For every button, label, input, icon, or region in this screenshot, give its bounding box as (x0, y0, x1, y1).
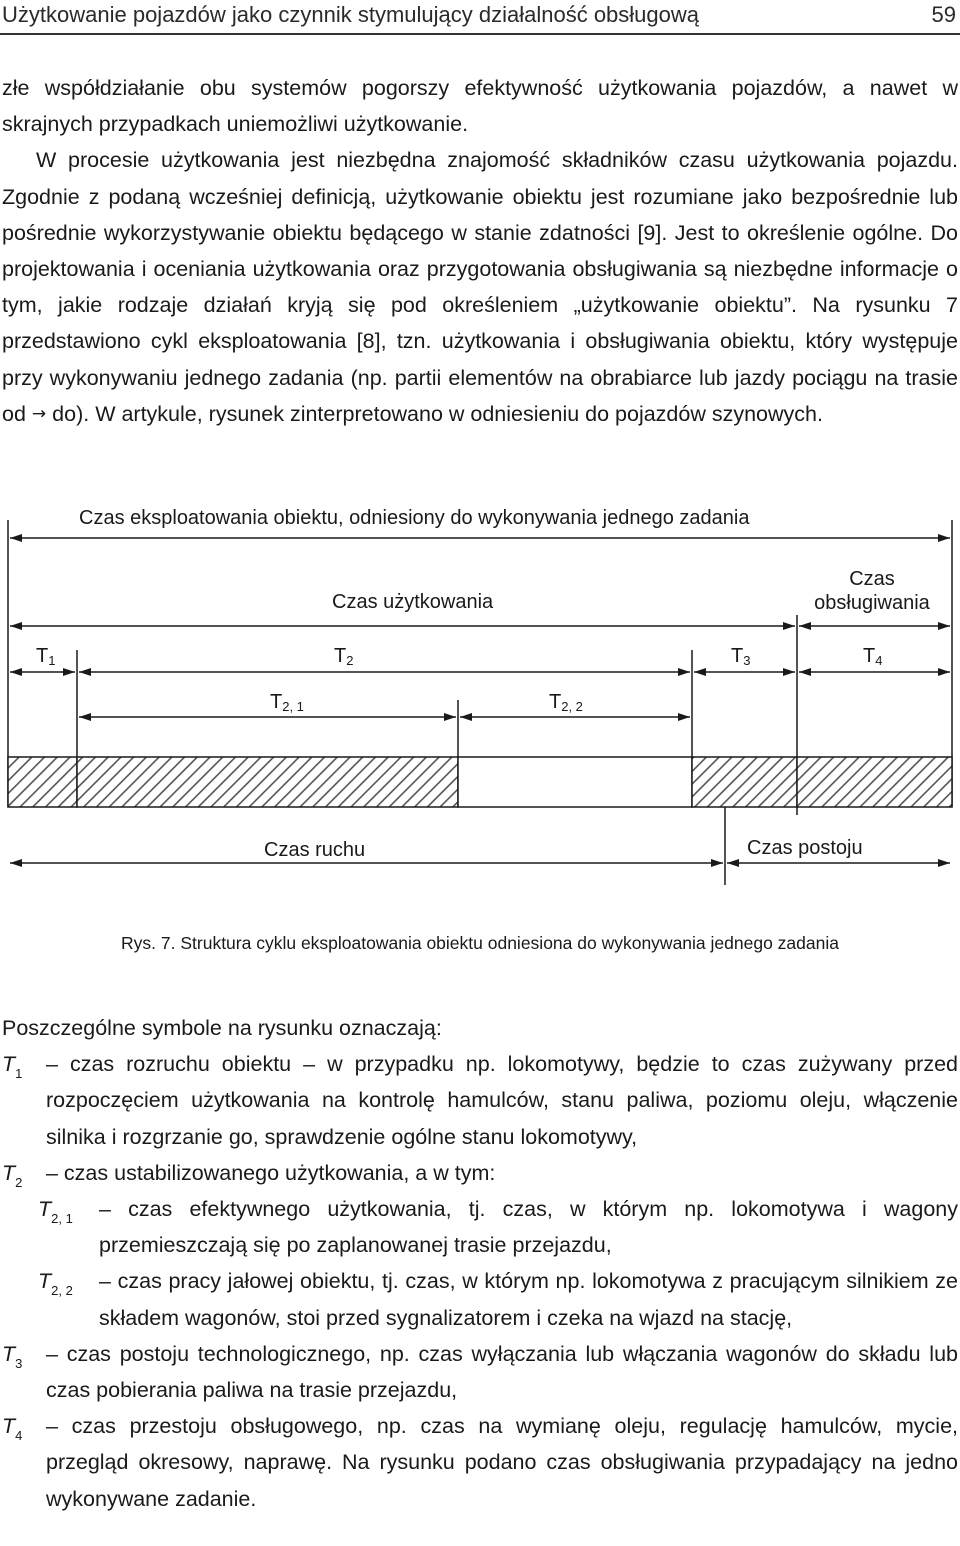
legend-item-t1 (2, 1046, 958, 1155)
use-time-label: Czas użytkowania (332, 591, 494, 613)
t2-label (334, 645, 353, 668)
t22-subscript: 2, 2 (561, 699, 583, 714)
paragraph-1: złe współdziałanie obu systemów pogorszy efektywność użytkowania pojazdów, a nawet w skrajnych przypadkach uniemożliwi użytkowanie. (2, 76, 958, 137)
bar-t21 (77, 757, 458, 807)
bar-t3 (692, 757, 797, 807)
service-time-label-line1: Czas (849, 568, 895, 590)
page-header (0, 0, 960, 34)
t21-label (270, 691, 304, 714)
legend-text: – czas ustabilizowanego użytkowania, a w tym: (46, 1160, 496, 1185)
header-rule (0, 33, 960, 35)
right-arrow-icon: → (31, 403, 47, 424)
page-number: 59 (931, 2, 956, 27)
legend-intro: Poszczególne symbole na rysunku oznaczają: (2, 1016, 442, 1040)
figure-caption: Rys. 7. Struktura cyklu eksploatowania obiektu odniesiona do wykonywania jednego zadania (121, 933, 839, 953)
running-title: Użytkowanie pojazdów jako czynnik stymulujący działalność obsługową (2, 2, 700, 27)
legend-text: – czas przestoju obsługowego, np. czas na wymianę oleju, regulację hamulców, mycie, przegląd okresowy, naprawę. Na rysunku podano czas obsługiwania przypadający na jedno wykonywane zadanie. (46, 1414, 958, 1511)
t21-subscript: 2, 1 (282, 699, 304, 714)
service-time-label (801, 567, 943, 615)
legend-text: – czas rozruchu obiektu – w przypadku np. lokomotywy, będzie to czas zużywany przed rozpoczęciem użytkowania na kontrolę hamulców, stanu paliwa, poziomu oleju, włączenie silnika i rozgrzanie go, sprawdzenie ogólne stanu lokomotywy, (46, 1052, 958, 1149)
legend-item-t2 (2, 1155, 958, 1191)
bar-t1 (8, 757, 77, 807)
legend-text: – czas efektywnego użytkowania, tj. czas, w którym np. lokomotywa i wagony przemieszczają się po zaplanowanej trasie przejazdu, (99, 1197, 958, 1258)
t22-symbol: T (549, 691, 562, 713)
t1-label (36, 645, 55, 668)
legend-item-t21 (2, 1191, 958, 1263)
bar-t22 (458, 757, 692, 807)
paragraph-2-end: do). W artykule, rysunek zinterpretowano w odniesieniu do pojazdów szynowych. (52, 401, 823, 426)
t4-symbol: T (863, 645, 876, 667)
legend-symbol: $T_{2, 2}$ (38, 1269, 73, 1299)
legend-text: – czas pracy jałowej obiektu, tj. czas, w którym np. lokomotywa z pracującym silnikiem ze składem wagonów, stoi przed sygnalizatorem i czeka na wjazd na stację, (99, 1269, 958, 1330)
legend-symbol: $T_2$ (2, 1160, 23, 1190)
paragraph-2-text: W procesie użytkowania jest niezbędna znajomość składników czasu użytkowania pojazdu. Zgodnie z podaną wcześniej definicją, użytkowanie obiektu jest rozumiane jako bezpośrednie lub pośrednie wykorzystywanie obiektu będącego w stanie zdatności [9]. Jest to określenie ogólne. Do projektowania i oceniania użytkowania oraz przygotowania obsługiwania są niezbędne informacje o tym, jakie rodzaje działań kryją się pod określeniem „użytkowanie obiektu”. Na rysunku 7 przedstawiono cykl eksploatowania [8], tzn. użytkowania i obsługiwania obiektu, który występuje przy wykonywaniu jednego zadania (np. partii elementów na obrabiarce lub jazdy pociągu na trasie od (2, 148, 958, 426)
t4-subscript: 4 (875, 653, 883, 668)
figure-7 (0, 495, 960, 915)
t3-symbol: T (731, 645, 744, 667)
symbol-legend (2, 1010, 958, 1517)
bar-t4 (797, 757, 952, 807)
legend-text: – czas postoju technologicznego, np. czas wyłączania lub włączania wagonów do składu lub czas pobierania paliwa na trasie przejazdu, (46, 1341, 958, 1403)
service-time-label-line2: obsługiwania (814, 592, 930, 614)
legend-symbol: $T_{2, 1}$ (38, 1197, 73, 1227)
t3-subscript: 3 (743, 653, 751, 668)
t21-symbol: T (270, 691, 283, 713)
t2-subscript: 2 (346, 653, 354, 668)
t1-subscript: 1 (48, 653, 56, 668)
legend-symbol: $T_4$ (2, 1414, 23, 1444)
legend-item-t22 (2, 1263, 958, 1335)
t3-label (731, 645, 750, 668)
time-bar (8, 757, 952, 807)
t22-label (549, 691, 583, 714)
t4-label (863, 645, 882, 668)
legend-symbol: $T_3$ (2, 1341, 23, 1371)
total-time-label: Czas eksploatowania obiektu, odniesiony do wykonywania jednego zadania (79, 507, 750, 529)
legend-symbol: $T_1$ (2, 1052, 23, 1082)
t2-symbol: T (334, 645, 347, 667)
paragraph-2 (2, 142, 958, 432)
legend-item-t3 (2, 1336, 958, 1408)
motion-time-label: Czas ruchu (264, 839, 366, 861)
t1-symbol: T (36, 645, 49, 667)
body-text (2, 70, 958, 432)
standstill-time-label: Czas postoju (747, 837, 863, 859)
legend-item-t4 (2, 1408, 958, 1517)
